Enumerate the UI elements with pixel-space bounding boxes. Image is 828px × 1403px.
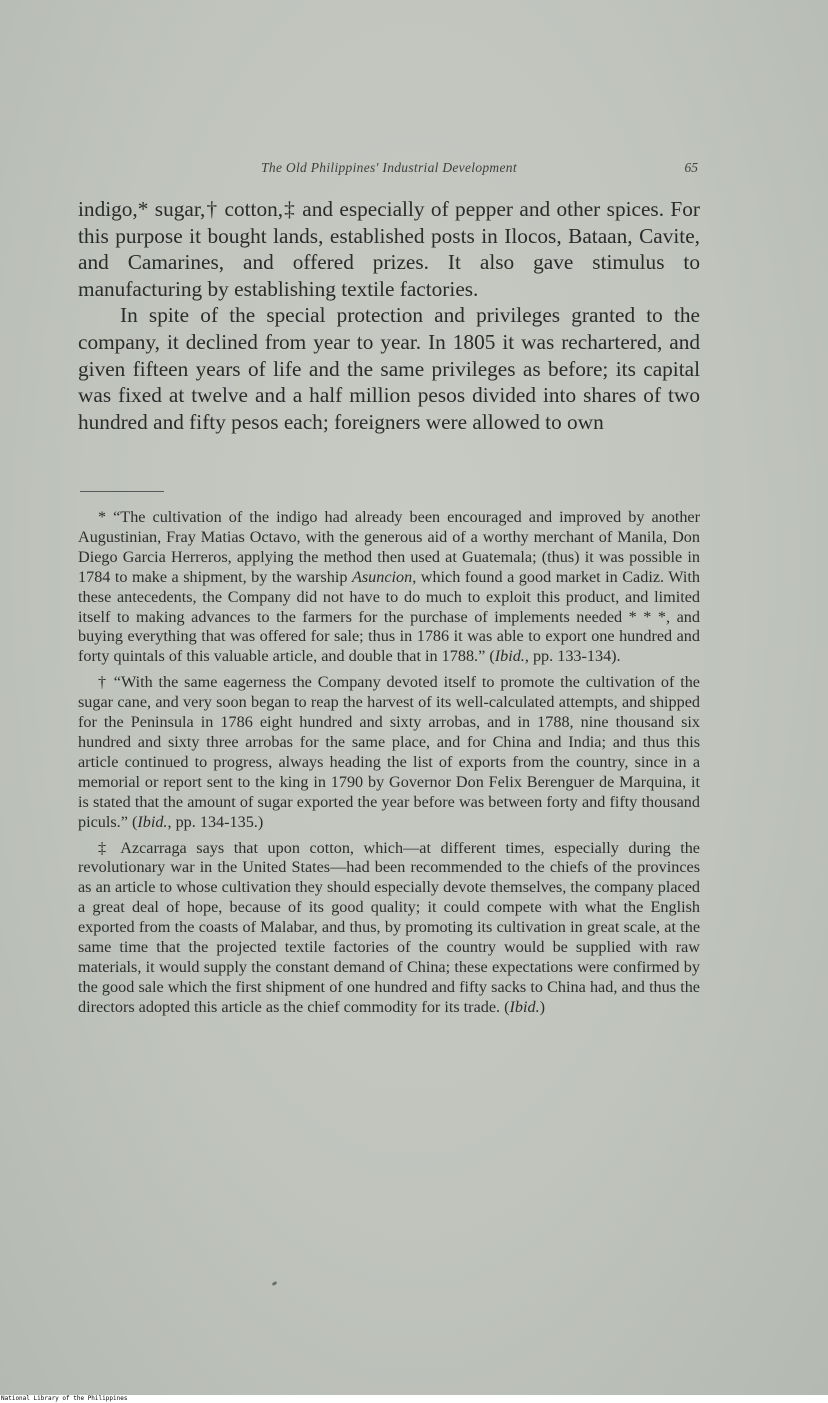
footnote-text: , pp. 133-134). xyxy=(524,647,621,666)
footer-bar xyxy=(0,1395,828,1403)
footnote-text: † “With the same eagerness the Company devoted itself to promote the cultivation of the sugar cane, and very soon began to reap the harvest of its well-calculated attempts, and shipped for the Peninsula in 1786 eight hundred and sixty arrobas, and in 1788, nine thousand six hundred and sixty three arrobas for the same place, and for China and India; and thus this article continued to progress, always heading the list of exports from the country, since in a memorial or report sent to the king in 1790 by Governor Don Felix Berenguer de Marquina, it is stated that the amount of sugar exported the year before was between forty and fifty thousand piculs.” ( xyxy=(78,673,700,831)
footnote-indigo xyxy=(78,508,700,667)
body-paragraph: In spite of the special protection and privileges granted to the company, it declined from year to year. In 1805 it was rechartered, and given fifteen years of life and the same privileges as before; its capital was fixed at twelve and a half million pesos divided into shares of two hundred and fifty pesos each; foreigners were allowed to own xyxy=(78,303,700,434)
ibid-citation: Ibid. xyxy=(509,997,540,1016)
footnote-text: , pp. 134-135.) xyxy=(167,812,264,831)
running-head xyxy=(78,157,700,181)
ink-speck xyxy=(272,1281,278,1286)
running-title: The Old Philippines' Industrial Development xyxy=(261,160,517,175)
footnote-rule xyxy=(80,491,164,492)
ibid-citation: Ibid. xyxy=(494,647,525,666)
ibid-citation: Ibid. xyxy=(137,812,168,831)
body-text xyxy=(78,196,700,435)
footnote-sugar xyxy=(78,673,700,832)
footnote-text: , which found a good market in Cadiz. With these antecedents, the Company did not have to do much to exploit this product, and limited itself to making advances to the farmers for the purchase of implements needed * * *, and buying everything that was offered for sale; thus in 1786 it was able to export one hundred and forty quintals of this valuable article, and double that in 1788.” ( xyxy=(78,567,700,666)
footnote-text: * “The cultivation of the indigo had already been encouraged and improved by another Augustinian, Fray Matias Octavo, with the generous aid of a worthy merchant of Manila, Don Diego Garcia Herreros, applying the method then used at Guatemala; (thus) it was possible in 1784 to make a shipment, by the warship xyxy=(78,508,700,586)
ship-name: Asuncion xyxy=(351,567,413,586)
footnote-cotton xyxy=(78,839,700,1018)
footnotes xyxy=(78,508,700,1024)
page-number: 65 xyxy=(684,160,698,175)
library-credit: National Library of the Philippines xyxy=(1,1395,128,1402)
body-paragraph: indigo,* sugar,† cotton,‡ and especially of pepper and other spices. For this purpose it bought lands, established posts in Ilocos, Bataan, Cavite, and Camarines, and offered prizes. It also gave stimulus to manufacturing by establishing textile factories. xyxy=(78,197,700,301)
footnote-text: ) xyxy=(539,997,546,1016)
footnote-text: ‡ Azcarraga says that upon cotton, which—at different times, especially during the revolutionary war in the United States—had been recommended to the chiefs of the provinces as an article to whose cultivation they should especially devote themselves, the company placed a great deal of hope, because of its good quality; it could compete with what the English exported from the coasts of Malabar, and thus, by promoting its cultivation in great scale, at the same time that the projected textile factories of the country would be supplied with raw materials, it would supply the constant demand of China; these expectations were confirmed by the good sale which the first shipment of one hundred and fifty sacks to China had, and thus the directors adopted this article as the chief commodity for its trade. ( xyxy=(78,838,700,1016)
